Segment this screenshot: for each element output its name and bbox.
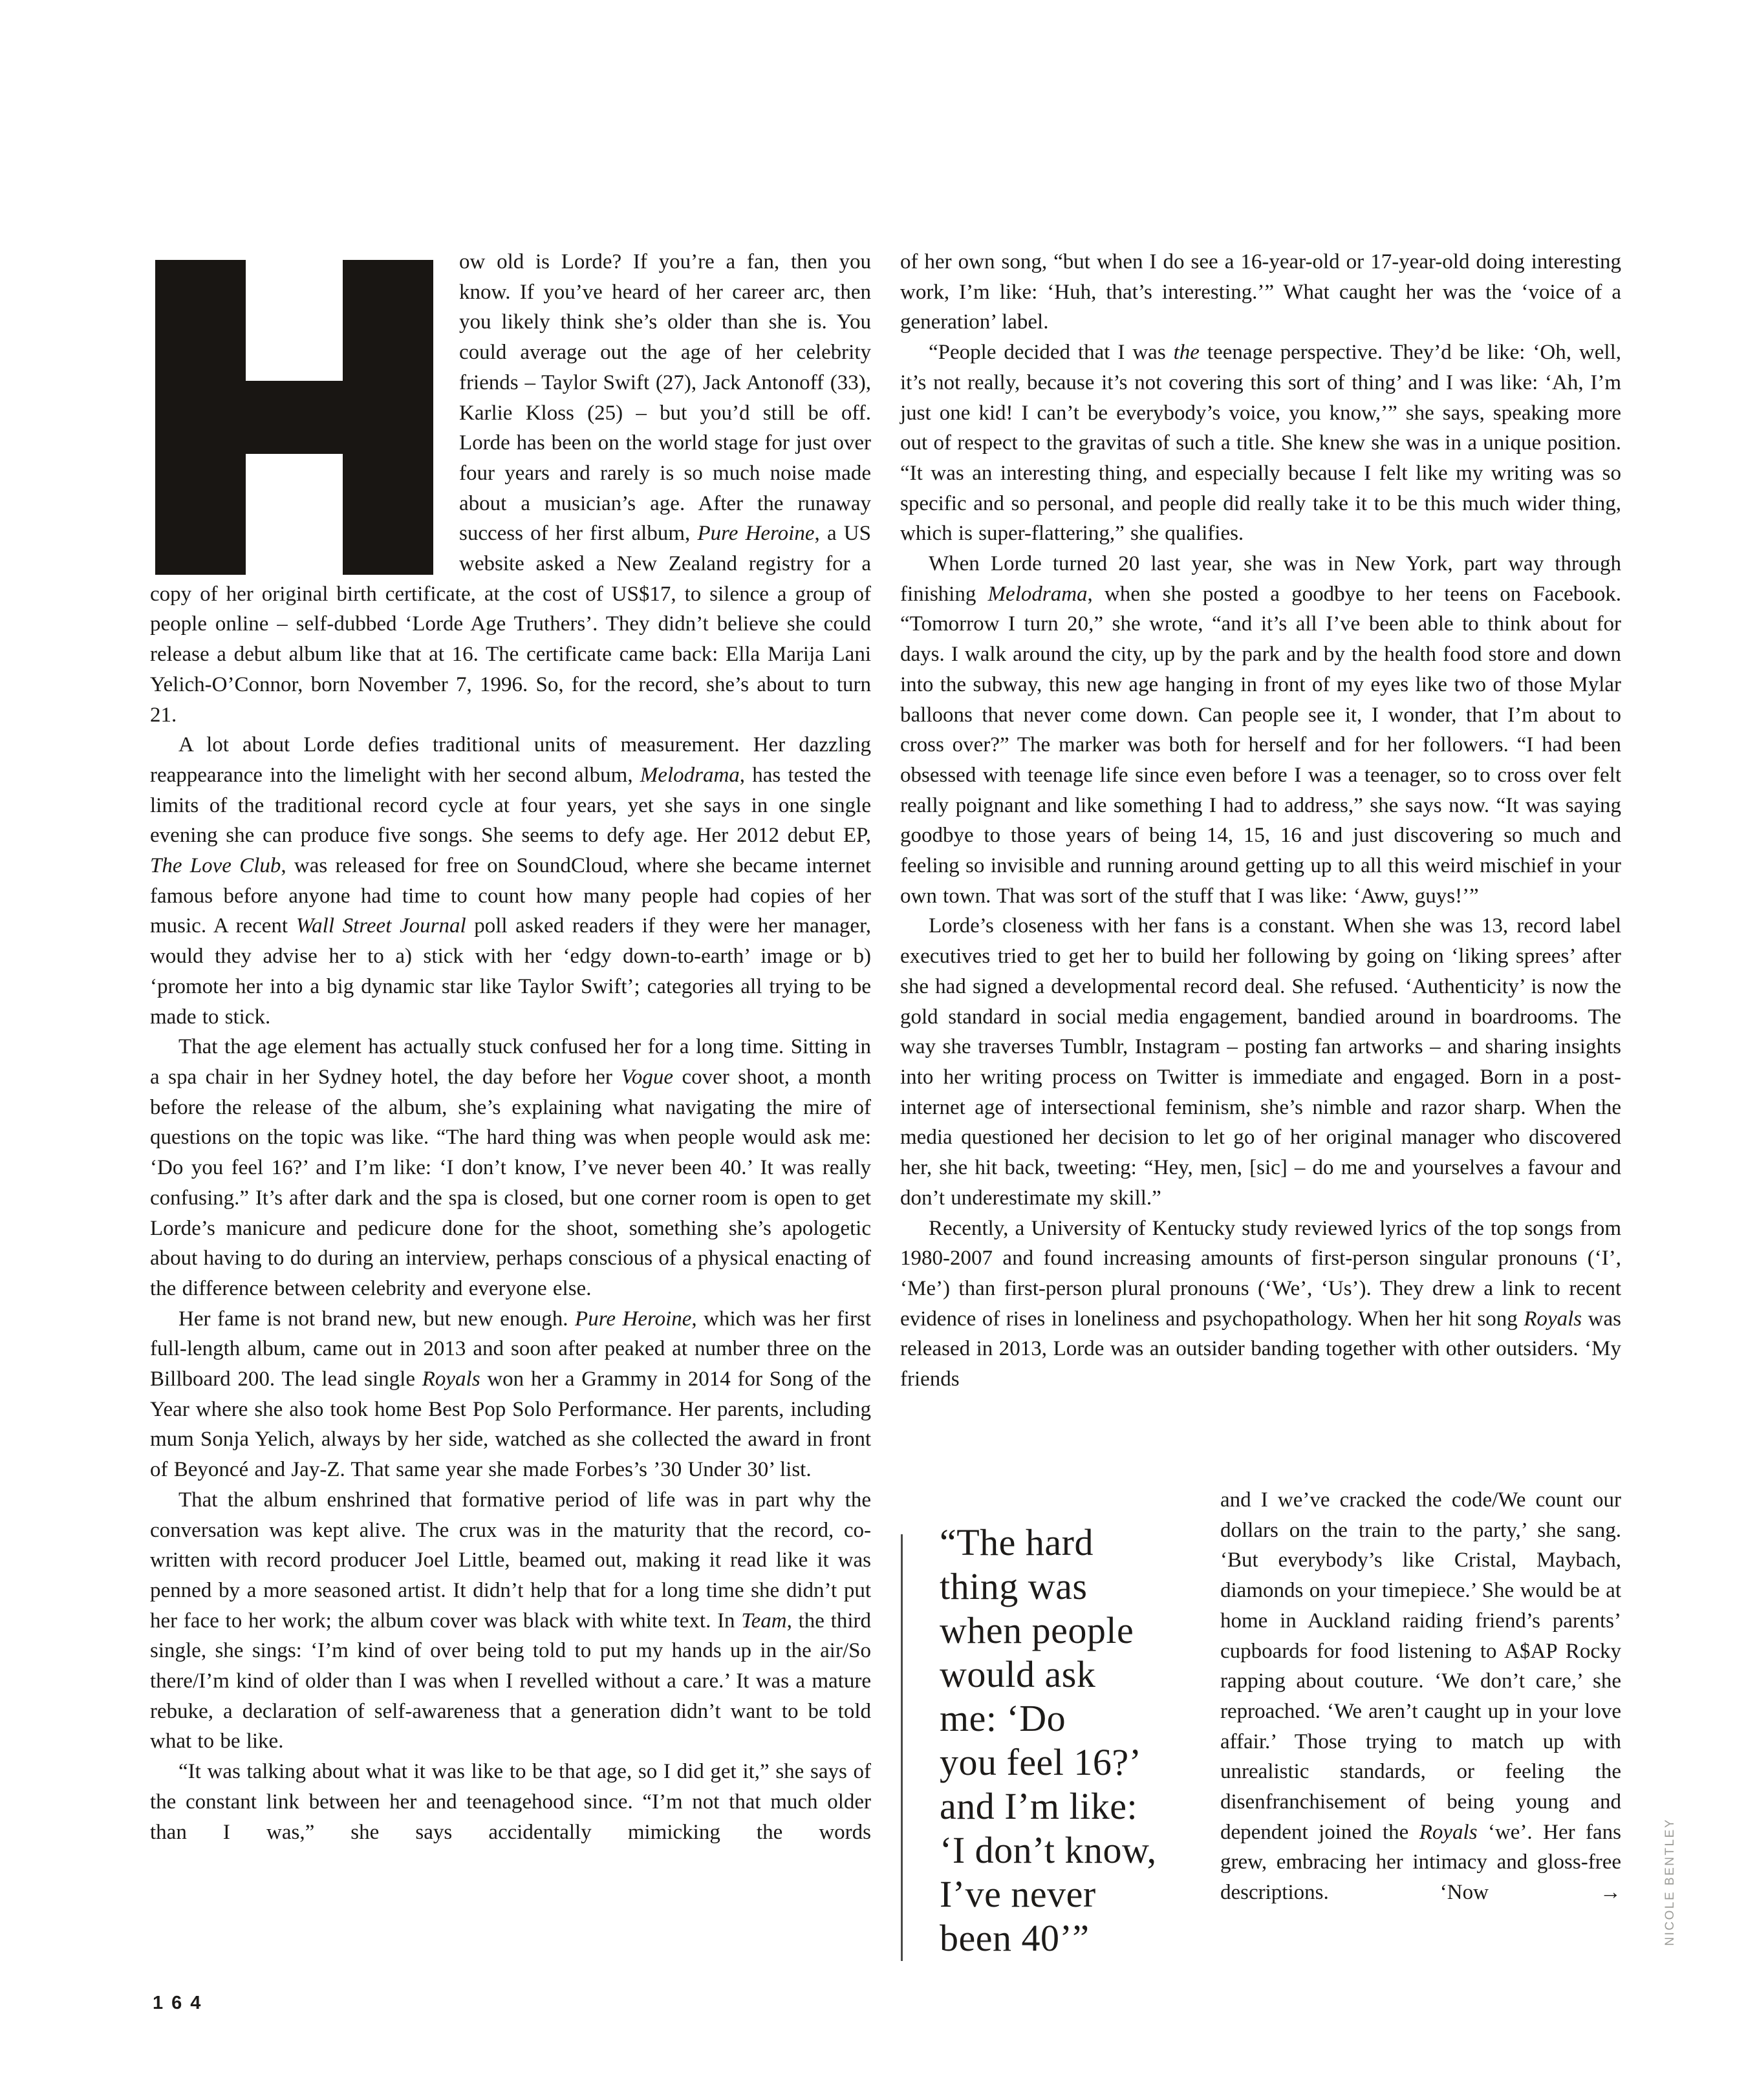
- drop-cap-letter-glyph: [155, 260, 433, 575]
- text-run: ow old is Lorde? If you’re a fan, then you know. If you’ve heard of her career arc, then you likely think she’s older than she is. You could average out the age of her celebrity friends – Taylor Swift (27), Jack Antonoff (33), Karlie Kloss (25) – but you’d still be off. Lorde has been on the world stage for just over four years and rarely is so much noise made about a musician’s age. After the runaway success of her first album,: [459, 250, 871, 546]
- text-run: Recently, a University of Kentucky study reviewed lyrics of the top songs from 1980-2007 and found increasing amounts of first-person singular pronouns (‘I’, ‘Me’) than first-person plural pronouns (‘We’, ‘Us’). They drew a link to recent evidence of rises in loneliness and psychopathology. When her hit song: [900, 1216, 1621, 1331]
- italic-text-run: Royals: [422, 1367, 480, 1391]
- paragraph: [900, 247, 1621, 338]
- pull-quote-line: you feel 16?’: [940, 1741, 1142, 1783]
- paragraph: [900, 911, 1621, 1213]
- text-run: of her own song, “but when I do see a 16-year-old or 17-year-old doing interesting work, I’m like: ‘Huh, that’s interesting.’” What caught her was the ‘voice of a generation’ label.: [900, 250, 1621, 334]
- right-text-column-narrow: [1220, 1485, 1621, 1908]
- text-run: When Lorde turned 20 last year, she was in New York, part way through finishing: [900, 552, 1621, 606]
- pull-quote-line: I’ve never: [940, 1873, 1096, 1915]
- pull-quote-line: “The hard: [940, 1521, 1094, 1563]
- pull-quote-rule: [901, 1534, 903, 1961]
- text-run: teenage perspective. They’d be like: ‘Oh, well, it’s not really, because it’s not covering this sort of thing’ and I was like: ‘Ah, I’m just one kid! I can’t be everybody’s voice, you know,’” she says, speaking more out of respect to the gravitas of such a title. She knew she was in a unique position. “It was an interesting thing, and especially because I felt like my writing was so specific and so personal, and people did really take it to be this much wider thing, which is super-flattering,” she qualifies.: [900, 341, 1621, 546]
- page-number: 164: [153, 1993, 210, 2013]
- text-run: A lot about Lorde defies traditional units of measurement. Her dazzling reappearance into the limelight with her second album,: [150, 733, 871, 787]
- italic-text-run: Pure Heroine: [697, 522, 815, 546]
- paragraph: [900, 338, 1621, 549]
- paragraph: [900, 549, 1621, 911]
- paragraph: [150, 1304, 871, 1485]
- text-run: That the age element has actually stuck confused her for a long time. Sitting in a spa chair in her Sydney hotel, the day before her: [150, 1035, 871, 1089]
- text-run: cover shoot, a month before the release of the album, she’s explaining what navigating the mire of questions on the topic was like. “The hard thing was when people would ask me: ‘Do you feel 16?’ and I’m like: ‘I don’t know, I’ve never been 40.’ It was really confusing.” It’s after dark and the spa is closed, but one corner room is open to get Lorde’s manicure and pedicure done for the shoot, something she’s apologetic about having to do during an interview, perhaps conscious of a physical enacting of the difference between celebrity and everyone else.: [150, 1065, 872, 1300]
- text-run: Her fame is not brand new, but new enough.: [178, 1307, 576, 1331]
- paragraph: [150, 730, 871, 1032]
- text-run: , which was her first full-length album, came out in 2013 and soon after peaked at number three on the Billboard 200. The lead single: [150, 1307, 871, 1391]
- text-run: , when she posted a goodbye to her teens on Facebook. “Tomorrow I turn 20,” she wrote, “and it’s all I’ve been able to think about for days. I walk around the city, up by the park and by the health food store and down into the subway, this new age hanging in front of my eyes like two of those Mylar balloons that never come down. Can people see it, I wonder, that I’m about to cross over?” The marker was both for herself and for her followers. “I had been obsessed with teenage life since even before I was a teenager, so to cross over felt really poignant and like something I had to address,” she says now. “It was saying goodbye to those years of being 14, 15, 16 and just discovering so much and feeling so invisible and running around getting up to all this weird mischief in your own town. That was sort of the stuff that I was like: ‘Aww, guys!’”: [900, 582, 1622, 908]
- paragraph: [150, 1757, 871, 1847]
- paragraph: [150, 1032, 871, 1303]
- text-run: , was released for free on SoundCloud, where she became internet famous before anyone had time to count how many people had copies of her music. A recent: [150, 854, 872, 938]
- paragraph: [150, 1485, 871, 1757]
- text-run: won her a Grammy in 2014 for Song of the Year where she also took home Best Pop Solo Performance. Her parents, including mum Sonja Yelich, always by her side, watched as she collected the award in front of Beyoncé and Jay-Z. That same year she made Forbes’s ’30 Under 30’ list.: [150, 1367, 871, 1482]
- italic-text-run: Melodrama: [987, 582, 1088, 606]
- italic-text-run: Team: [741, 1609, 787, 1633]
- text-run: poll asked readers if they were her manager, would they advise her to a) stick with her ‘edgy down-to-earth’ image or b) ‘promote her into a big dynamic star like Taylor Swift’; categories all trying to be made to stick.: [150, 914, 871, 1029]
- italic-text-run: Pure Heroine: [575, 1307, 692, 1331]
- text-run: “It was talking about what it was like to be that age, so I did get it,” she says of the constant link between her and teenagehood since. “I’m not that much older than I was,” she says accidentally mimicking the words: [150, 1760, 871, 1844]
- photo-credit-vertical: NICOLE BENTLEY: [1663, 1818, 1677, 1946]
- italic-text-run: Royals: [1524, 1307, 1582, 1331]
- pull-quote-line: me: ‘Do: [940, 1697, 1066, 1739]
- pull-quote-line: and I’m like:: [940, 1785, 1138, 1827]
- text-run: That the album enshrined that formative period of life was in part why the conversation was kept alive. The crux was in the maturity that the record, co-written with record producer Joel Little, beamed out, making it read like it was penned by a more seasoned artist. It didn’t help that for a long time she didn’t put her face to her work; the album cover was black with white text. In: [150, 1488, 871, 1633]
- paragraph: [150, 247, 871, 730]
- italic-text-run: The Love Club: [150, 854, 281, 878]
- pull-quote-line: ‘I don’t know,: [940, 1829, 1157, 1871]
- right-text-column: [900, 247, 1621, 1395]
- text-run: “People decided that I was: [929, 341, 1174, 365]
- pull-quote-line: would ask: [940, 1653, 1096, 1695]
- pull-quote-line: been 40’”: [940, 1917, 1090, 1959]
- left-text-column: [150, 247, 871, 1847]
- text-run: , a US website asked a New Zealand registry for a copy of her original birth certificate, at the cost of US$17, to silence a group of people online – self-dubbed ‘Lorde Age Truthers’. They didn’t believe she could release a debut album like that at 16. The certificate came back: Ella Marija Lani Yelich-O’Connor, born November 7, 1996. So, for the record, she’s about to turn 21.: [150, 522, 871, 727]
- pull-quote-line: when people: [940, 1609, 1134, 1651]
- text-run: ‘we’. Her fans grew, embracing her intimacy and gloss-free descriptions. ‘Now →: [1220, 1820, 1621, 1905]
- pull-quote-line: thing was: [940, 1565, 1088, 1607]
- italic-text-run: Wall Street Journal: [296, 914, 466, 938]
- text-run: Lorde’s closeness with her fans is a constant. When she was 13, record label executives tried to get her to build her following by going on ‘liking sprees’ after she had signed a developmental record deal. She refused. ‘Authenticity’ is now the gold standard in social media engagement, bandied around in boardrooms. The way she traverses Tumblr, Instagram – posting fan artworks – and sharing insights into her writing process on Twitter is immediate and engaged. Born in a post-internet age of intersectional feminism, she’s nimble and razor sharp. When the media questioned her decision to let go of her original manager who discovered her, she hit back, tweeting: “Hey, men, [sic] – do me and yourselves a favour and don’t underestimate my skill.”: [900, 914, 1621, 1210]
- paragraph: [900, 1214, 1621, 1395]
- text-run: and I we’ve cracked the code/We count our dollars on the train to the party,’ she sang. ‘But everybody’s like Cristal, Maybach, diamonds on your timepiece.’ She would be at home in Auckland raiding friend’s parents’ cupboards for food listening to A$AP Rocky rapping about couture. ‘We don’t care,’ she reproached. ‘We aren’t caught up in your love affair.’ Those trying to match up with unrealistic standards, or feeling the disenfranchisement of being young and dependent joined the: [1220, 1488, 1621, 1844]
- italic-text-run: Royals: [1419, 1820, 1478, 1844]
- paragraph: [1220, 1485, 1621, 1908]
- italic-text-run: Vogue: [621, 1065, 674, 1089]
- pull-quote: [940, 1521, 1224, 1960]
- drop-cap: [150, 247, 459, 565]
- text-run: , the third single, she sings: ‘I’m kind of over being told to put my hands up in the air/So there/I’m kind of older than I was when I revelled without a care.’ It was a mature rebuke, a declaration of self-awareness that a generation didn’t want to be told what to be like.: [150, 1609, 871, 1753]
- italic-text-run: Melodrama: [640, 763, 740, 787]
- text-run: , has tested the limits of the traditional record cycle at four years, yet she says in one single evening she can produce five songs. She seems to defy age. Her 2012 debut EP,: [150, 763, 872, 848]
- italic-text-run: the: [1173, 341, 1200, 365]
- text-run: was released in 2013, Lorde was an outsider banding together with other outsiders. ‘My friends: [900, 1307, 1621, 1391]
